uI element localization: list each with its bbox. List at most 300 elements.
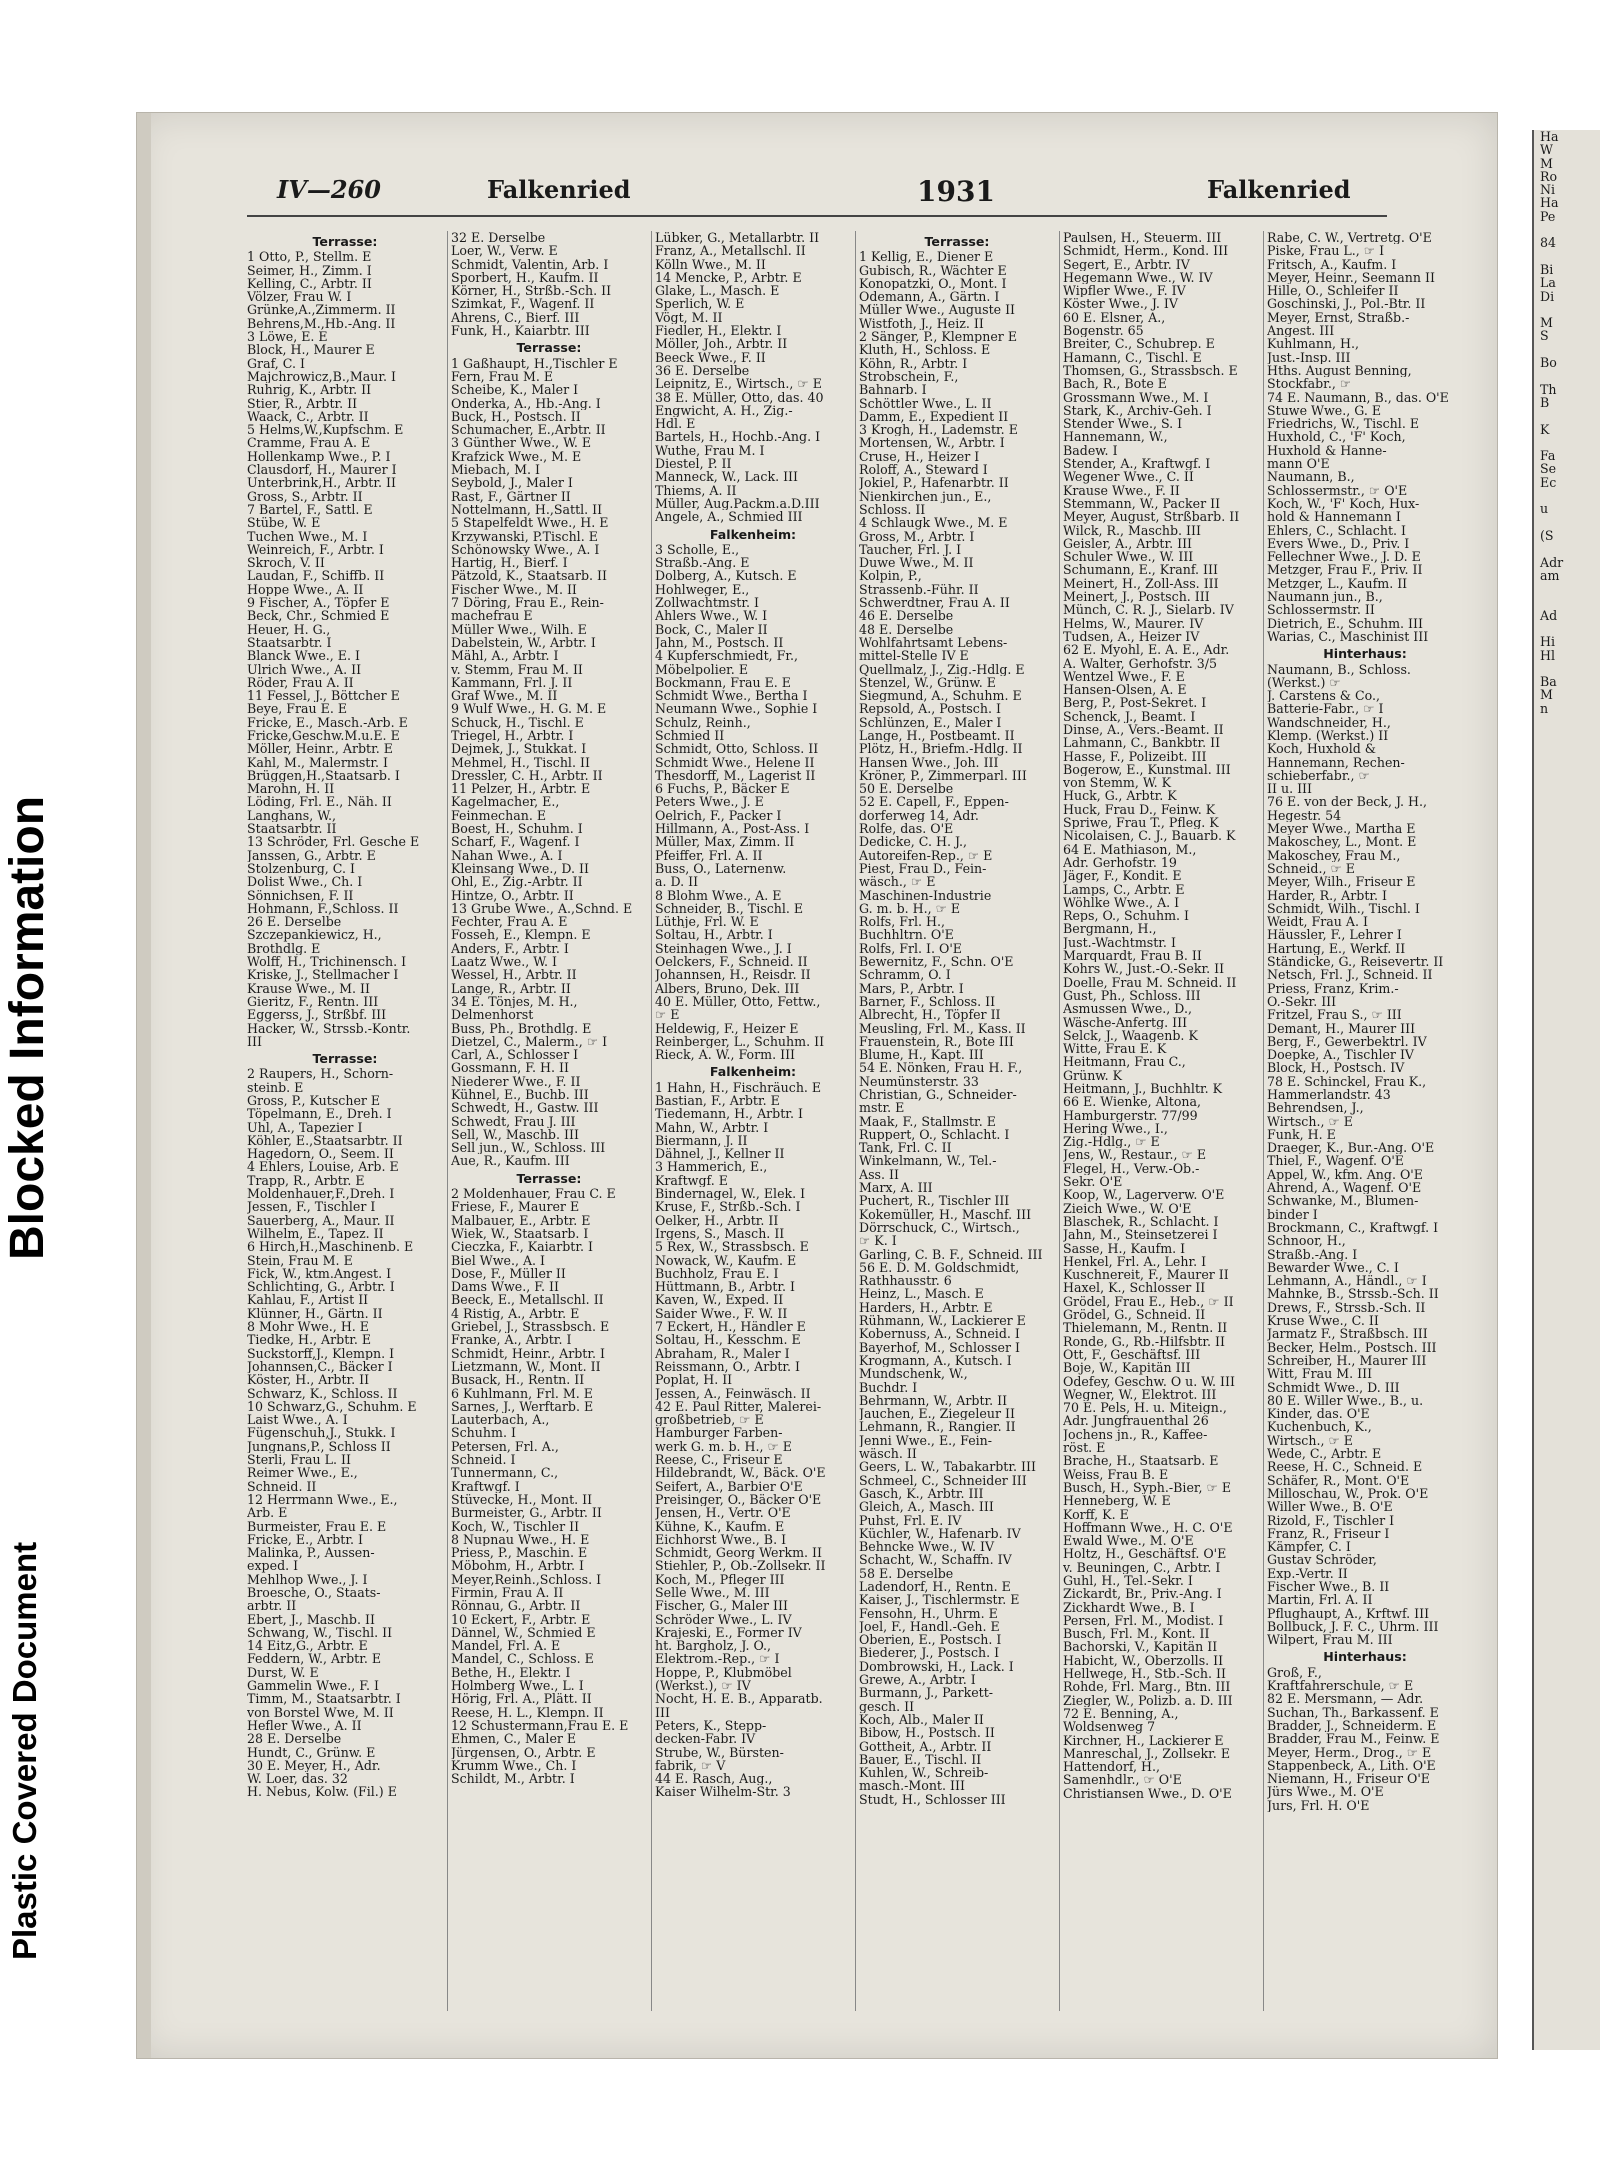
directory-entry: Hintze, O., Arbtr. II bbox=[451, 888, 574, 902]
directory-entry: Friese, F., Maurer E bbox=[451, 1200, 580, 1214]
directory-entry: Goschinski, J., Pol.-Btr. II bbox=[1267, 297, 1426, 311]
directory-entry: Hildebrandt, W., Bäck. O'E bbox=[655, 1466, 826, 1480]
directory-entry: Schuler Wwe., W. III bbox=[1063, 550, 1194, 564]
directory-entry: Ebert, J., Maschb. II bbox=[247, 1612, 375, 1626]
directory-entry: Plötz, H., Briefm.-Hdlg. II bbox=[859, 742, 1023, 756]
directory-entry: Schwanke, M., Blumen- bbox=[1267, 1194, 1419, 1208]
directory-entry: Möller, Joh., Arbtr. II bbox=[655, 337, 788, 351]
section-heading: Terrasse: bbox=[312, 235, 378, 249]
directory-entry: Rolfe, das. O'E bbox=[859, 822, 954, 836]
directory-entry: Löding, Frl. E., Näh. II bbox=[247, 795, 392, 809]
directory-entry: dorferweg 14, Adr. bbox=[859, 808, 979, 823]
column-divider bbox=[1263, 231, 1264, 2011]
directory-entry: Gleich, A., Masch. III bbox=[859, 1500, 994, 1514]
adjacent-page-fragment: M bbox=[1540, 687, 1553, 703]
directory-entry: Zollwachtmstr. I bbox=[655, 596, 759, 610]
directory-entry: Franke, A., Arbtr. I bbox=[451, 1333, 572, 1347]
directory-entry: Majchrowicz,B.,Maur. I bbox=[247, 369, 396, 384]
directory-entry: 74 E. Naumann, B., das. O'E bbox=[1267, 390, 1449, 404]
directory-entry: Dabelstein, W., Arbtr. I bbox=[451, 635, 596, 650]
directory-entry: Kämpfer, C. I bbox=[1267, 1540, 1351, 1554]
directory-entry: Bogerow, E., Kunstmal. III bbox=[1063, 762, 1231, 777]
directory-entry: Drews, F., Strssb.-Sch. II bbox=[1267, 1300, 1426, 1315]
directory-entry: Rabe, C. W., Vertretg. O'E bbox=[1267, 231, 1432, 245]
directory-entry: Pflughaupt, A., Krftwf. III bbox=[1267, 1606, 1430, 1620]
directory-entry: Nahan Wwe., A. I bbox=[451, 848, 563, 862]
directory-entry: Schmidt, Herm., Kond. III bbox=[1063, 244, 1229, 258]
directory-entry: Kirchner, H., Lackierer E bbox=[1063, 1733, 1224, 1747]
adjacent-page-fragment: Bi bbox=[1540, 261, 1554, 277]
directory-entry: Priess, Franz, Krim.- bbox=[1267, 981, 1399, 995]
directory-entry: Blanck Wwe., E. I bbox=[247, 649, 360, 663]
directory-entry: (Werkst.), ☞ IV bbox=[655, 1679, 751, 1693]
directory-entry: Ass. II bbox=[859, 1167, 899, 1182]
directory-entry: Asmussen Wwe., D., bbox=[1063, 1002, 1192, 1016]
directory-entry: Kuschnereit, F., Maurer II bbox=[1063, 1268, 1229, 1282]
directory-entry: Rohde, Frl. Marg., Btn. III bbox=[1063, 1680, 1231, 1694]
directory-entry: Kleinsang Wwe., D. II bbox=[451, 861, 589, 876]
directory-entry: Klemp. (Werkst.) II bbox=[1267, 728, 1389, 743]
adjacent-page-fragment: Fa bbox=[1540, 448, 1556, 464]
directory-entry: Sperlich, W. E bbox=[655, 297, 745, 311]
adjacent-page-fragment bbox=[1534, 595, 1600, 608]
directory-entry: Hasse, F., Polizeibt. III bbox=[1063, 749, 1207, 763]
directory-entry: ☞ K. I bbox=[859, 1234, 897, 1248]
directory-entry: Stübe, W. E bbox=[247, 516, 321, 530]
directory-entry: Lahmann, C., Bankbtr. II bbox=[1063, 736, 1221, 750]
directory-entry: werk G. m. b. H., ☞ E bbox=[655, 1439, 792, 1454]
directory-entry: Behrens,M.,Hb.-Ang. II bbox=[247, 316, 396, 331]
directory-entry: Henneberg, W. E bbox=[1063, 1494, 1171, 1508]
directory-entry: Malbauer, E., Arbtr. E bbox=[451, 1213, 591, 1227]
adjacent-page-fragment: Hi bbox=[1540, 634, 1556, 650]
directory-entry: Skroch, V. II bbox=[247, 556, 325, 570]
directory-entry: Seifert, A., Barbier O'E bbox=[655, 1479, 803, 1493]
directory-entry: Heitmann, J., Buchhltr. K bbox=[1063, 1082, 1223, 1096]
directory-entry: Rühmann, W., Lackierer E bbox=[859, 1314, 1026, 1328]
adjacent-page-fragment bbox=[1534, 409, 1600, 422]
directory-entry: Preisinger, O., Bäcker O'E bbox=[655, 1492, 822, 1507]
directory-entry: Krause Wwe., F. II bbox=[1063, 483, 1180, 497]
directory-entry: Schulz, Reinh., bbox=[655, 715, 751, 729]
directory-entry: Kokemüller, H., Maschf. III bbox=[859, 1207, 1032, 1221]
page-number: IV—260 bbox=[277, 175, 381, 204]
directory-entry: 7 Bartel, F., Sattl. E bbox=[247, 502, 373, 517]
directory-entry: Hüttmann, B., Arbtr. I bbox=[655, 1280, 796, 1294]
directory-entry: Piske, Frau L., ☞ I bbox=[1267, 244, 1385, 258]
directory-entry: Laatz Wwe., W. I bbox=[451, 955, 557, 969]
directory-entry: Brache, H., Staatsarb. E bbox=[1063, 1454, 1219, 1468]
directory-entry: Cramme, Frau A. E bbox=[247, 436, 371, 450]
page-gutter bbox=[137, 113, 151, 2058]
directory-entry: Szczepankiewicz, H., bbox=[247, 928, 382, 942]
directory-entry: Schwarz, K., Schloss. II bbox=[247, 1386, 398, 1400]
directory-entry: Wegener Wwe., C. II bbox=[1063, 470, 1194, 484]
directory-entry: 13 Grube Wwe., A.,Schnd. E bbox=[451, 901, 633, 916]
directory-entry: Spriwe, Frau T., Pfleg. K bbox=[1063, 816, 1219, 830]
adjacent-page-fragment bbox=[1534, 343, 1600, 356]
directory-entry: Möbelpolier. E bbox=[655, 662, 749, 676]
directory-entry: Dähnel, J., Kellner II bbox=[655, 1147, 785, 1161]
directory-entry: Roloff, A., Steward I bbox=[859, 463, 988, 477]
directory-entry: Nowack, W., Kaufm. E bbox=[655, 1253, 797, 1267]
directory-entry: Jahn, M., Steinsetzerei I bbox=[1063, 1228, 1218, 1242]
directory-entry: 44 E. Rasch, Aug., bbox=[655, 1772, 773, 1786]
directory-column-4 bbox=[859, 231, 1055, 2011]
directory-entry: Beeck Wwe., F. II bbox=[655, 350, 766, 364]
directory-entry: Meyer, Wilh., Friseur E bbox=[1267, 875, 1416, 889]
directory-entry: Biermann, J. II bbox=[655, 1133, 748, 1148]
directory-entry: Segert, E., Arbtr. IV bbox=[1063, 257, 1190, 271]
directory-entry: Sell jun., W., Schloss. III bbox=[451, 1141, 606, 1155]
directory-entry: Quellmalz, J., Zig.-Hdlg. E bbox=[859, 662, 1025, 676]
directory-entry: Hohmann, F.,Schloss. II bbox=[247, 901, 399, 916]
directory-entry: Samenhdlr., ☞ O'E bbox=[1063, 1773, 1182, 1787]
directory-entry: Ehlers, C., Schlacht. I bbox=[1267, 523, 1407, 537]
directory-entry: Brothdlg. E bbox=[247, 941, 321, 956]
directory-entry: Boest, H., Schuhm. I bbox=[451, 822, 583, 836]
directory-entry: binder I bbox=[1267, 1207, 1318, 1221]
directory-entry: Buchhltrn. O'E bbox=[859, 928, 954, 942]
section-heading: Falkenheim: bbox=[709, 527, 797, 541]
directory-entry: Moldenhauer,F.,Dreh. I bbox=[247, 1187, 395, 1201]
adjacent-page-fragment: Ha bbox=[1540, 195, 1559, 211]
directory-entry: Elektrom.-Rep., ☞ I bbox=[655, 1652, 780, 1666]
directory-entry: Kaiser Wilhelm-Str. 3 bbox=[655, 1785, 791, 1799]
directory-entry: 11 Fessel, J., Böttcher E bbox=[247, 689, 400, 703]
directory-entry: 36 E. Derselbe bbox=[655, 363, 750, 378]
directory-entry: 46 E. Derselbe bbox=[859, 609, 954, 623]
directory-entry: Stiehler, P., Ob.-Zollsekr. II bbox=[655, 1559, 826, 1573]
directory-entry: Schneid., ☞ E bbox=[1267, 861, 1355, 876]
directory-entry: Hattendorf, H., bbox=[1063, 1760, 1161, 1774]
directory-entry: Angest. III bbox=[1267, 324, 1335, 338]
directory-entry: III bbox=[655, 1705, 670, 1719]
adjacent-page-fragment: Pe bbox=[1540, 208, 1556, 224]
directory-entry: Selck, J., Waagenb. K bbox=[1063, 1028, 1198, 1043]
directory-entry: Albers, Bruno, Dek. III bbox=[655, 981, 800, 995]
directory-entry: 8 Nupnau Wwe., H. E bbox=[451, 1532, 590, 1547]
directory-entry: Wäsche-Anfertg. III bbox=[1063, 1015, 1188, 1029]
directory-entry: Marohn, H. II bbox=[247, 782, 335, 796]
directory-entry: Just.-Wachtmstr. I bbox=[1063, 935, 1176, 950]
directory-entry: Bollbuck, J. F. C., Uhrm. III bbox=[1267, 1619, 1439, 1634]
directory-entry: Graf, C. I bbox=[247, 356, 305, 370]
directory-entry: Laudan, F., Schiffb. II bbox=[247, 569, 385, 583]
directory-entry: Kraftfahrerschule, ☞ E bbox=[1267, 1679, 1414, 1693]
directory-entry: Geers, L. W., Tabakarbtr. III bbox=[859, 1460, 1036, 1474]
directory-entry: Wohlfahrtsamt Lebens- bbox=[859, 635, 1008, 650]
directory-entry: Grünke,A.,Zimmerm. II bbox=[247, 303, 396, 317]
directory-entry: Kinder, das. O'E bbox=[1267, 1407, 1370, 1421]
directory-entry: Schacht, W., Schaffn. IV bbox=[859, 1553, 1012, 1567]
directory-entry: Ständicke, G., Reisevertr. II bbox=[1267, 955, 1444, 969]
directory-entry: Jürgensen, O., Arbtr. E bbox=[451, 1745, 596, 1759]
directory-entry: Selle Wwe., M. III bbox=[655, 1585, 770, 1600]
directory-entry: Wirtsch., ☞ E bbox=[1267, 1433, 1353, 1448]
directory-entry: Schwedt, H., Gastw. III bbox=[451, 1101, 599, 1115]
adjacent-page-fragment: M bbox=[1540, 315, 1553, 331]
adjacent-page-fragment bbox=[1534, 436, 1600, 449]
directory-entry: Fritsch, A., Kaufm. I bbox=[1267, 257, 1397, 271]
directory-entry: Buss, Ph., Brothdlg. E bbox=[451, 1021, 592, 1035]
adjacent-page-fragment: Ec bbox=[1540, 474, 1557, 490]
directory-entry: röst. E bbox=[1063, 1441, 1106, 1455]
directory-entry: Dietzel, C., Malerm., ☞ I bbox=[451, 1034, 608, 1049]
directory-entry: Reimer Wwe., E., bbox=[247, 1466, 358, 1480]
directory-entry: Griebel, J., Strassbsch. E bbox=[451, 1320, 610, 1334]
directory-entry: Kelling, C., Arbtr. II bbox=[247, 276, 372, 291]
directory-entry: Behncke Wwe., W. IV bbox=[859, 1540, 995, 1554]
directory-column-3 bbox=[655, 231, 851, 2011]
directory-entry: Heinz, L., Masch. E bbox=[859, 1287, 984, 1301]
section-heading: Hinterhaus: bbox=[1323, 1650, 1407, 1664]
directory-entry: Petersen, Frl. A., bbox=[451, 1439, 559, 1454]
directory-entry: Schlichting, G., Arbtr. I bbox=[247, 1280, 395, 1294]
directory-entry: Schröder Wwe., L. IV bbox=[655, 1612, 792, 1626]
directory-entry: Bewernitz, F., Schn. O'E bbox=[859, 955, 1014, 969]
directory-entry: Meyer, August, Strßbarb. II bbox=[1063, 510, 1240, 524]
directory-entry: von Borstel Wwe, M. II bbox=[247, 1705, 394, 1719]
directory-entry: Koch, M., Pfleger III bbox=[655, 1572, 785, 1586]
directory-entry: Oelrich, F., Packer I bbox=[655, 808, 782, 823]
directory-entry: Fügenschuh,J., Stukk. I bbox=[247, 1426, 396, 1440]
directory-entry: Dams Wwe., F. II bbox=[451, 1280, 559, 1294]
directory-entry: Koch, Huxhold & bbox=[1267, 742, 1377, 756]
directory-entry: Dedicke, C. H. J., bbox=[859, 835, 968, 849]
directory-entry: mittel-Stelle IV E bbox=[859, 649, 969, 663]
blocked-information-label: Blocked Information bbox=[1, 795, 54, 1260]
directory-entry: decken-Fabr. IV bbox=[655, 1732, 756, 1746]
directory-entry: III bbox=[247, 1034, 262, 1049]
directory-entry: Bahnarb. I bbox=[859, 383, 927, 397]
directory-entry: Niemann, H., Friseur O'E bbox=[1267, 1772, 1430, 1786]
directory-entry: Thomsen, G., Strassbsch. E bbox=[1063, 363, 1238, 378]
directory-entry: Heuer, H. G., bbox=[247, 622, 331, 636]
adjacent-page-fragment: Se bbox=[1540, 461, 1557, 477]
directory-entry: Nienkirchen jun., E., bbox=[859, 489, 992, 503]
directory-entry: Peters Wwe., J. E bbox=[655, 795, 764, 809]
directory-entry: 1 Gaßhaupt, H.,Tischler E bbox=[451, 356, 618, 370]
directory-entry: Arb. E bbox=[247, 1506, 288, 1520]
directory-entry: Wirtsch., ☞ E bbox=[1267, 1114, 1353, 1128]
directory-entry: Krzywanski, P.Tischl. E bbox=[451, 529, 598, 543]
directory-entry: Schmidt Wwe., D. III bbox=[1267, 1380, 1400, 1394]
directory-entry: Wolff, H., Trichinensch. I bbox=[247, 955, 407, 969]
directory-entry: Lamps, C., Arbtr. E bbox=[1063, 882, 1185, 896]
directory-entry: Mandel, Frl. A. E bbox=[451, 1639, 561, 1653]
directory-entry: Bethe, H., Elektr. I bbox=[451, 1665, 571, 1680]
directory-entry: 14 Eitz,G., Arbtr. E bbox=[247, 1639, 368, 1653]
directory-entry: 3 Scholle, E., bbox=[655, 542, 740, 557]
directory-entry: Frauenstein, R., Bote III bbox=[859, 1034, 1014, 1049]
directory-entry: Schuck, H., Tischl. E bbox=[451, 715, 584, 729]
directory-entry: Jokiel, P., Hafenarbtr. II bbox=[859, 476, 1009, 490]
directory-entry: Jauchen, E., Ziegeleur II bbox=[859, 1407, 1015, 1421]
directory-entry: 56 E. D. M. Goldschmidt, bbox=[859, 1260, 1020, 1275]
directory-entry: steinb. E bbox=[247, 1080, 304, 1094]
directory-entry: Lehmann, R., Rangier. II bbox=[859, 1420, 1016, 1434]
directory-entry: Hartung, E., Werkf. II bbox=[1267, 941, 1406, 956]
directory-entry: Stender Wwe., S. I bbox=[1063, 417, 1183, 431]
directory-entry: Schreiber, H., Maurer III bbox=[1267, 1353, 1427, 1368]
adjacent-page-fragment: n bbox=[1540, 700, 1549, 716]
directory-entry: Bachorski, V., Kapitän II bbox=[1063, 1640, 1218, 1654]
directory-entry: Aue, R., Kaufm. III bbox=[451, 1154, 570, 1168]
directory-entry: Repsold, A., Postsch. I bbox=[859, 702, 1001, 716]
adjacent-page-edge bbox=[1532, 130, 1600, 2050]
directory-entry: Hegemann Wwe., W. IV bbox=[1063, 270, 1213, 285]
directory-entry: Reese, C., Friseur E bbox=[655, 1453, 783, 1467]
directory-entry: gesch. II bbox=[859, 1699, 915, 1713]
directory-entry: mann O'E bbox=[1267, 457, 1330, 471]
directory-entry: Reese, H. C., Schneid. E bbox=[1267, 1460, 1423, 1474]
directory-entry: Schwerdtner, Frau A. II bbox=[859, 596, 1010, 610]
directory-entry: Scharf, F., Wagenf. I bbox=[451, 835, 580, 849]
directory-entry: 10 Schwarz,G., Schuhm. E bbox=[247, 1399, 417, 1414]
directory-entry: 8 Blohm Wwe., A. E bbox=[655, 888, 782, 902]
directory-entry: Rieck, A. W., Form. III bbox=[655, 1048, 796, 1062]
directory-entry: Hammerlandstr. 43 bbox=[1267, 1088, 1391, 1102]
directory-entry: Staatsarbtr. I bbox=[247, 635, 332, 650]
directory-entry: Hths. August Benning, bbox=[1267, 363, 1412, 378]
year-heading: 1931 bbox=[917, 175, 995, 208]
directory-entry: Kobernuss, A., Schneid. I bbox=[859, 1327, 1020, 1341]
directory-entry: Schäfer, R., Mont. O'E bbox=[1267, 1473, 1410, 1487]
directory-entry: H. Nebus, Kolw. (Fil.) E bbox=[247, 1785, 397, 1799]
directory-entry: Witt, Frau M. III bbox=[1267, 1367, 1373, 1381]
directory-entry: Strube, W., Bürsten- bbox=[655, 1745, 784, 1759]
directory-entry: Diestel, P. II bbox=[655, 457, 732, 471]
directory-entry: Schwedt, Frau J. III bbox=[451, 1114, 576, 1128]
directory-entry: Jahn, M., Postsch. II bbox=[655, 635, 784, 650]
directory-entry: Wipfler Wwe., F. IV bbox=[1063, 284, 1186, 298]
directory-entry: Maschinen-Industrie bbox=[859, 888, 992, 902]
directory-entry: Pätzold, K., Staatsarb. II bbox=[451, 569, 607, 583]
directory-entry: 2 Raupers, H., Schorn- bbox=[247, 1067, 394, 1081]
directory-entry: Doelle, Frau M. Schneid. II bbox=[1063, 975, 1237, 989]
directory-entry: Bartels, H., Hochb.-Ang. I bbox=[655, 430, 821, 444]
directory-entry: Nocht, H. E. B., Apparatb. bbox=[655, 1692, 823, 1706]
directory-entry: Huxhold, C., 'F' Koch, bbox=[1267, 430, 1406, 444]
street-heading-left: Falkenried bbox=[487, 175, 631, 204]
directory-entry: Fischer, G., Maler III bbox=[655, 1599, 788, 1613]
directory-entry: Gieritz, F., Rentn. III bbox=[247, 994, 379, 1009]
directory-entry: Kölln Wwe., M. II bbox=[655, 257, 766, 271]
directory-entry: Tudsen, A., Heizer IV bbox=[1063, 629, 1200, 644]
adjacent-page-fragment: u bbox=[1540, 501, 1549, 517]
directory-entry: Breiter, C., Schubrep. E bbox=[1063, 337, 1215, 351]
directory-entry: 4 Kupferschmiedt, Fr., bbox=[655, 649, 799, 663]
directory-entry: 30 E. Meyer, H., Adr. bbox=[247, 1758, 381, 1773]
directory-entry: Ulrich Wwe., A. II bbox=[247, 662, 362, 676]
directory-entry: 4 Ehlers, Louise, Arb. E bbox=[247, 1160, 399, 1174]
directory-entry: 64 E. Mathiason, M., bbox=[1063, 842, 1197, 856]
directory-entry: 13 Schröder, Frl. Gesche E bbox=[247, 835, 420, 849]
directory-entry: Ahrend, A., Wagenf. O'E bbox=[1267, 1181, 1422, 1195]
directory-entry: 82 E. Mersmann, — Adr. bbox=[1267, 1692, 1424, 1706]
directory-entry: Grewe, A., Arbtr. I bbox=[859, 1673, 976, 1687]
directory-entry: Bergmann, H., bbox=[1063, 922, 1157, 936]
adjacent-page-fragment bbox=[1534, 662, 1600, 675]
directory-entry: Franz, R., Friseur I bbox=[1267, 1526, 1390, 1541]
directory-entry: 3 Günther Wwe., W. E bbox=[451, 436, 592, 450]
directory-entry: schieberfabr., ☞ bbox=[1267, 768, 1370, 783]
directory-entry: Meyer, Herm., Drog., ☞ E bbox=[1267, 1745, 1432, 1759]
directory-entry: Marquardt, Frau B. II bbox=[1063, 949, 1202, 963]
directory-entry: Kuchenbuch, K., bbox=[1267, 1420, 1372, 1434]
directory-entry: Odemann, A., Gärtn. I bbox=[859, 290, 1000, 304]
directory-entry: Schmidt, Otto, Schloss. II bbox=[655, 742, 819, 756]
directory-entry: Hollenkamp Wwe., P. I bbox=[247, 449, 391, 464]
directory-entry: 60 E. Elsner, A., bbox=[1063, 310, 1166, 325]
directory-entry: Cruse, H., Heizer I bbox=[859, 449, 980, 464]
directory-entry: Dombrowski, H., Lack. I bbox=[859, 1659, 1014, 1674]
directory-entry: Lietzmann, W., Mont. II bbox=[451, 1359, 601, 1374]
directory-entry: Schmeel, C., Schneider III bbox=[859, 1473, 1027, 1487]
directory-entry: Krogmann, A., Kutsch. I bbox=[859, 1353, 1012, 1368]
directory-entry: 38 E. Müller, Otto, das. 40 bbox=[655, 390, 824, 404]
directory-entry: Buchdr. I bbox=[859, 1380, 918, 1394]
directory-page bbox=[136, 112, 1498, 2059]
directory-entry: Rolfs, Frl. I. O'E bbox=[859, 941, 962, 956]
directory-entry: Möbohm, H., Arbtr. I bbox=[451, 1559, 585, 1573]
directory-entry: Harder, R., Arbtr. I bbox=[1267, 888, 1388, 902]
directory-entry: Janssen, G., Arbtr. E bbox=[247, 848, 376, 862]
directory-entry: Irgens, S., Masch. II bbox=[655, 1226, 785, 1241]
directory-entry: Geisler, A., Arbtr. III bbox=[1063, 536, 1193, 551]
adjacent-page-fragment: B bbox=[1540, 394, 1550, 410]
directory-entry: Jens, W., Restaur., ☞ E bbox=[1063, 1148, 1207, 1162]
directory-entry: Sell, W., Maschb. III bbox=[451, 1127, 579, 1142]
directory-entry: Winkelmann, W., Tel.- bbox=[859, 1154, 997, 1168]
directory-entry: Möller, Heinr., Arbtr. E bbox=[247, 742, 393, 756]
directory-entry: Dörrschuck, C., Wirtsch., bbox=[859, 1220, 1020, 1235]
directory-entry: Busack, H., Rentn. II bbox=[451, 1373, 585, 1387]
directory-entry: Schmidt Wwe., Bertha I bbox=[655, 689, 808, 703]
directory-entry: wäsch. II bbox=[859, 1447, 917, 1461]
directory-entry: Woldsenweg 7 bbox=[1063, 1720, 1156, 1734]
directory-entry: Rönnau, G., Arbtr. II bbox=[451, 1599, 581, 1613]
directory-entry: Adr. Jungfrauenthal 26 bbox=[1063, 1414, 1209, 1428]
directory-entry: Appel, W., kfm. Ang. O'E bbox=[1267, 1167, 1423, 1182]
column-divider bbox=[855, 231, 856, 2011]
directory-entry: Paulsen, H., Steuerm. III bbox=[1063, 231, 1222, 245]
directory-entry: 58 E. Derselbe bbox=[859, 1566, 954, 1580]
directory-entry: Unterbrink,H., Arbtr. II bbox=[247, 476, 396, 490]
directory-entry: Becker, Helm., Postsch. III bbox=[1267, 1340, 1437, 1354]
directory-entry: Steinhagen Wwe., J. I bbox=[655, 941, 792, 956]
directory-entry: Schloss. II bbox=[859, 502, 926, 517]
directory-entry: (Werkst.) ☞ bbox=[1267, 675, 1341, 690]
directory-entry: Jessen, F., Tischler I bbox=[247, 1200, 376, 1214]
directory-entry: Adr. Gerhofstr. 19 bbox=[1063, 855, 1177, 870]
directory-entry: Fiedler, H., Elektr. I bbox=[655, 324, 782, 338]
directory-entry: Koop, W., Lagerverw. O'E bbox=[1063, 1188, 1225, 1202]
page-header bbox=[247, 175, 1377, 211]
directory-entry: Schumacher, E.,Arbtr. II bbox=[451, 423, 606, 437]
directory-entry: 7 Eckert, H., Händler E bbox=[655, 1320, 806, 1334]
column-divider bbox=[651, 231, 652, 2011]
directory-entry: Kuhlmann, H., bbox=[1267, 337, 1360, 351]
adjacent-page-fragment bbox=[1534, 223, 1600, 236]
adjacent-page-fragment: Ha bbox=[1540, 130, 1559, 144]
directory-entry: Reinberger, L., Schuhm. II bbox=[655, 1034, 825, 1049]
directory-entry: 78 E. Schinckel, Frau K., bbox=[1267, 1074, 1427, 1088]
directory-entry: Thiel, F., Wagenf. O'E bbox=[1267, 1154, 1404, 1168]
directory-entry: Gust, Ph., Schloss. III bbox=[1063, 988, 1201, 1003]
directory-entry: Wistfoth, J., Heiz. II bbox=[859, 316, 984, 331]
